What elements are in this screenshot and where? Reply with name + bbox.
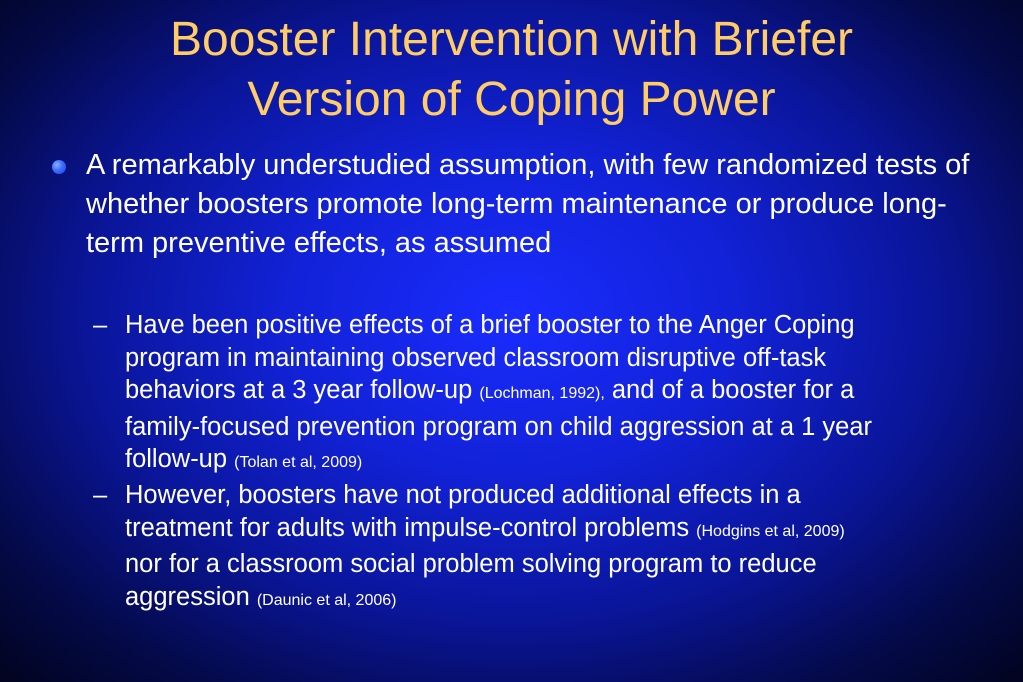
- line-text: aggression: [125, 582, 257, 611]
- sub-bullet-line: program in maintaining observed classroom disruptive off-task: [125, 343, 827, 372]
- sub-bullet-line: [125, 374, 1023, 411]
- sub-bullet-line: family-focused prevention program on child aggression at a 1 year: [125, 412, 872, 441]
- citation-hodgins: (Hodgins et al, 2009): [696, 522, 845, 540]
- sub-bullet-line: [125, 581, 1023, 618]
- main-bullet-text: A remarkably understudied assumption, with few randomized tests of whether boosters promote long-term maintenance or produce long-term preventive effects, as assumed: [86, 149, 970, 259]
- title-line-2: Version of Coping Power: [247, 73, 776, 126]
- citation-lochman: (Lochman, 1992),: [479, 385, 605, 402]
- citation-daunic: (Daunic et al, 2006): [256, 591, 397, 609]
- line-text: treatment for adults with impulse-control problems: [125, 513, 697, 542]
- sub-bullet-line: nor for a classroom social problem solving program to reduce: [125, 550, 817, 578]
- bullet-dot-icon: [52, 160, 66, 174]
- sub-bullet-line: [125, 443, 1023, 480]
- line-text: and of a booster for a: [604, 376, 855, 404]
- dash-icon: –: [93, 311, 108, 339]
- sub-bullet-text: [125, 309, 1023, 480]
- line-text: behaviors at a 3 year follow-up: [125, 376, 480, 404]
- title-line-1: Booster Intervention with Briefer: [170, 13, 853, 66]
- sub-bullet-line: However, boosters have not produced additional effects in a: [125, 481, 801, 509]
- slide-title: [0, 10, 1023, 130]
- sub-bullet-line: [125, 512, 1023, 549]
- dash-icon: –: [93, 481, 108, 509]
- sub-bullet-text: [125, 479, 1023, 617]
- sub-bullet-line: Have been positive effects of a brief booster to the Anger Coping: [125, 311, 855, 339]
- citation-tolan: (Tolan et al, 2009): [234, 454, 363, 471]
- line-text: follow-up: [125, 445, 235, 473]
